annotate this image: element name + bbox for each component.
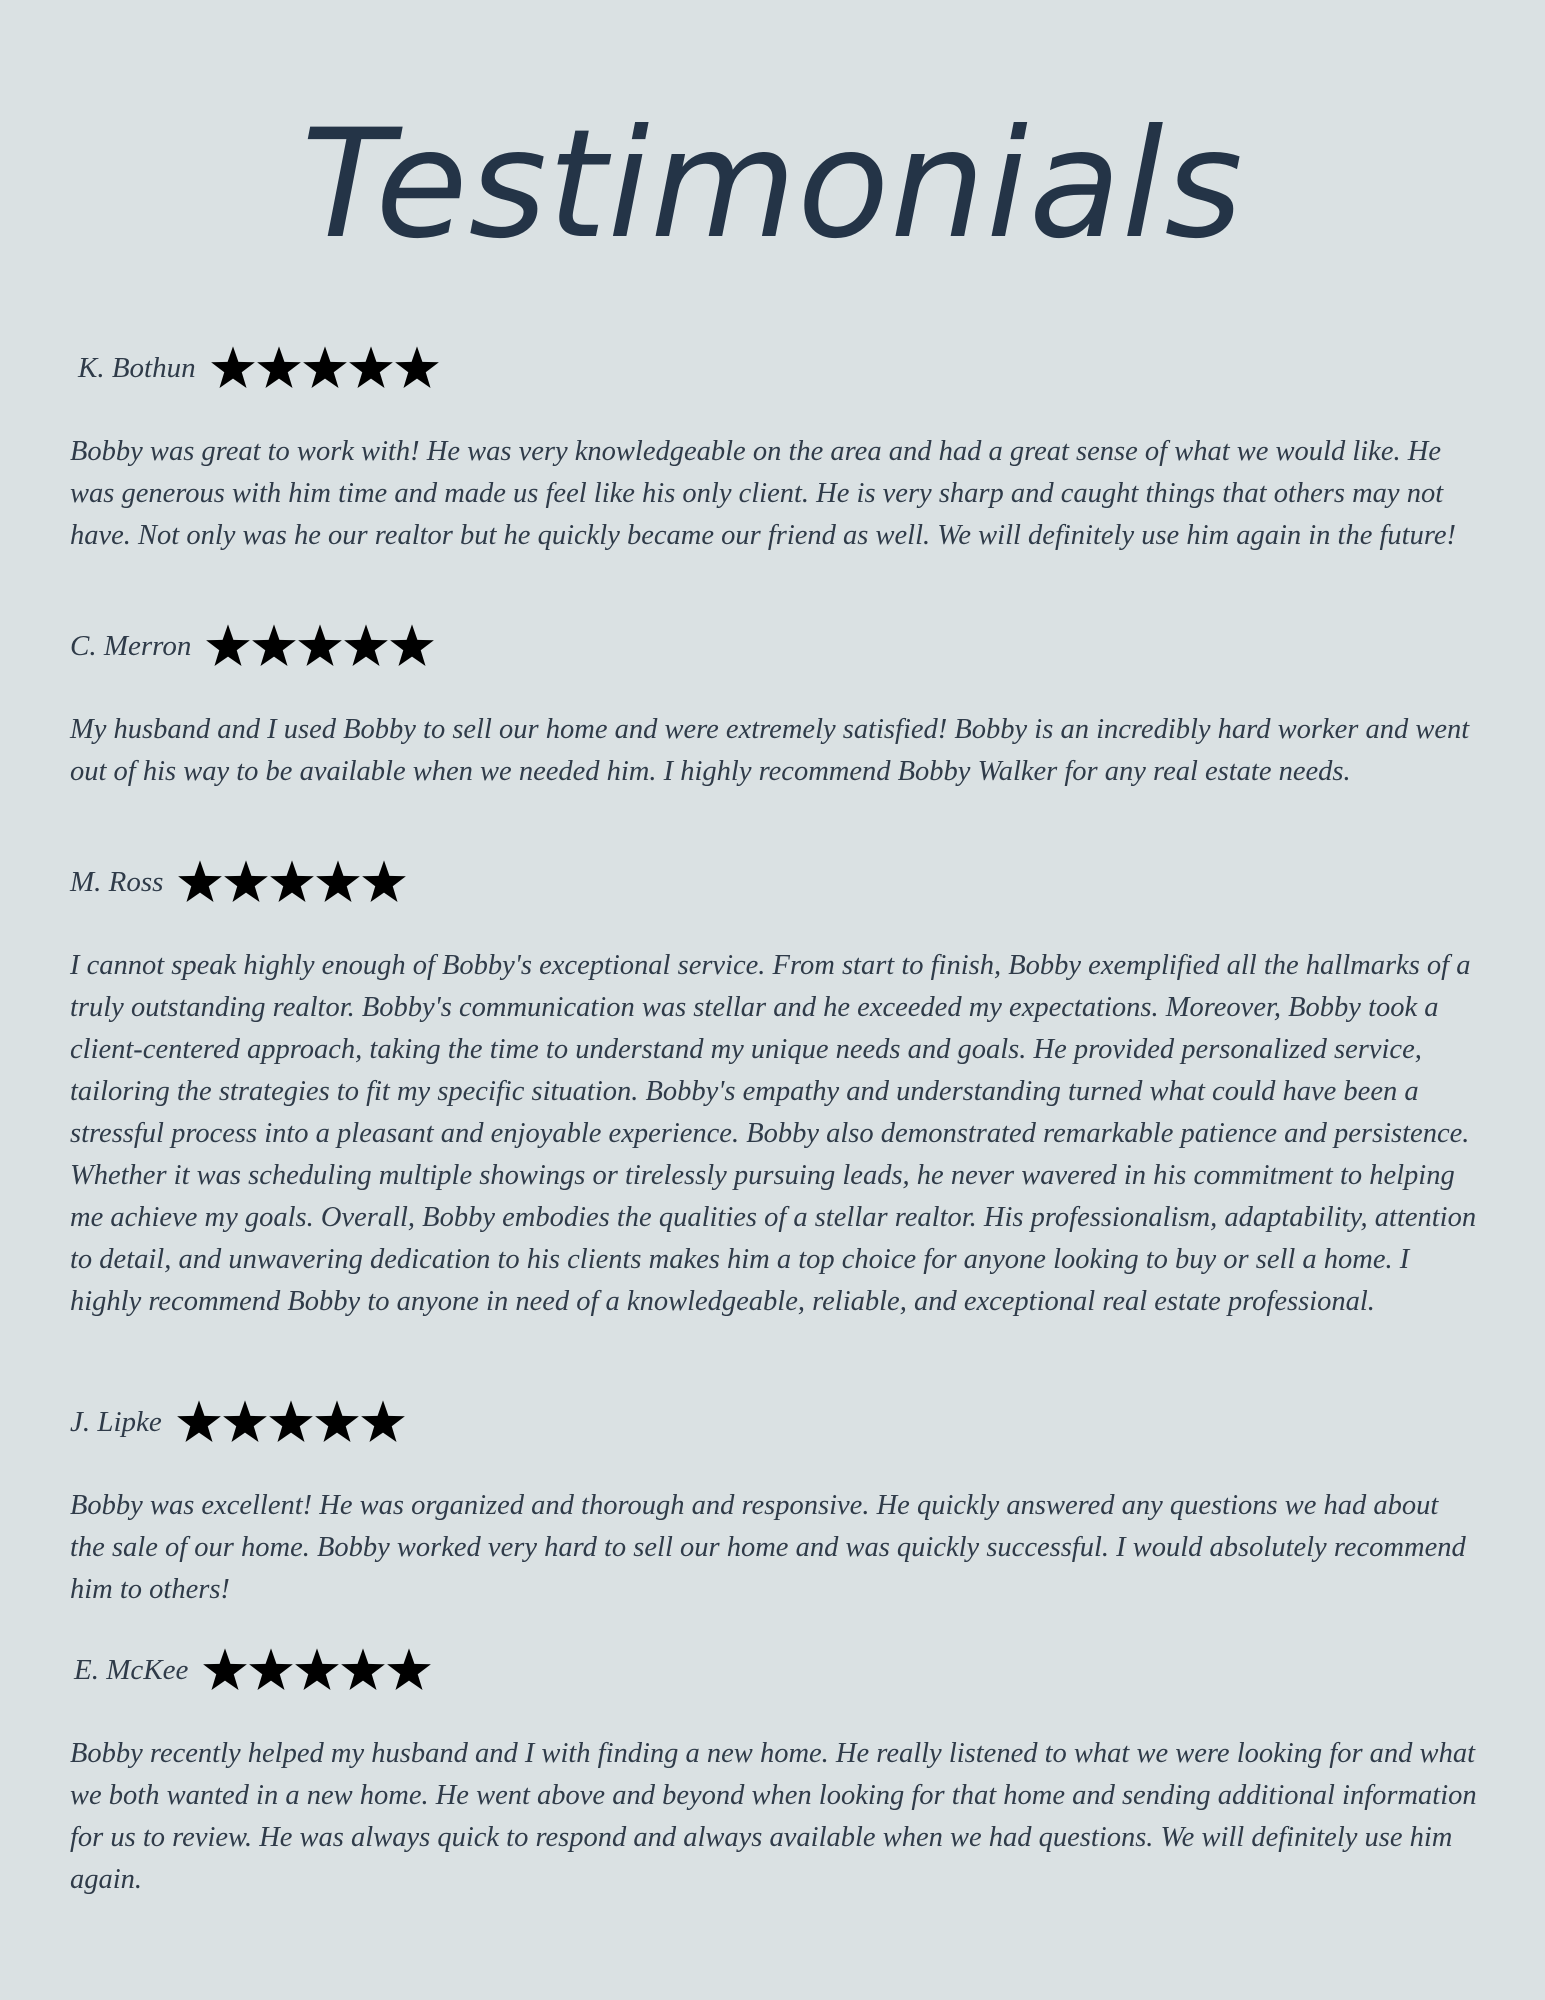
star-icon	[394, 345, 440, 391]
star-icon	[269, 859, 315, 905]
star-icon	[340, 1647, 386, 1693]
review-header	[74, 1640, 432, 1700]
star-icon	[314, 1399, 360, 1445]
star-rating	[202, 1647, 432, 1693]
star-icon	[348, 345, 394, 391]
reviewer-name: K. Bothun	[78, 351, 196, 384]
star-icon	[294, 1647, 340, 1693]
reviewer-name: E. McKee	[74, 1653, 189, 1686]
star-icon	[251, 623, 297, 669]
star-icon	[386, 1647, 432, 1693]
star-icon	[297, 623, 343, 669]
reviewer-name: J. Lipke	[70, 1405, 162, 1438]
review-header	[78, 338, 440, 398]
review-header	[70, 616, 435, 676]
reviewer-name: M. Ross	[70, 865, 164, 898]
star-icon	[315, 859, 361, 905]
star-icon	[205, 623, 251, 669]
star-icon	[202, 1647, 248, 1693]
review-text: Bobby was great to work with! He was very knowledgeable on the area and had a great sense of what we would like. He was generous with him time and made us feel like his only client. He is very sharp and caught things that others may not have. Not only was he our realtor but he quickly became our friend as well. We will definitely use him again in the future!	[70, 436, 1456, 551]
star-rating	[210, 345, 440, 391]
star-rating	[176, 1399, 406, 1445]
star-icon	[268, 1399, 314, 1445]
reviewer-name: C. Merron	[70, 629, 192, 662]
star-icon	[343, 623, 389, 669]
review-header	[70, 852, 407, 912]
page-title: Testimonials	[301, 98, 1244, 272]
review-text: Bobby recently helped my husband and I with finding a new home. He really listened to what we were looking for and what we both wanted in a new home. He went above and beyond when looking for that home and sending additional information for us to review. He was always quick to respond and always available when we had questions. We will definitely use him again.	[70, 1738, 1477, 1895]
review-header	[70, 1392, 406, 1452]
star-rating	[205, 623, 435, 669]
star-icon	[176, 1399, 222, 1445]
star-icon	[223, 859, 269, 905]
star-icon	[177, 859, 223, 905]
review-text: My husband and I used Bobby to sell our home and were extremely satisfied! Bobby is an incredibly hard worker and went out of his way to be available when we needed him. I highly recommend Bobby Walker for any real estate needs.	[70, 714, 1470, 787]
star-icon	[361, 859, 407, 905]
star-rating	[177, 859, 407, 905]
star-icon	[210, 345, 256, 391]
star-icon	[248, 1647, 294, 1693]
star-icon	[222, 1399, 268, 1445]
star-icon	[302, 345, 348, 391]
star-icon	[389, 623, 435, 669]
review-text: Bobby was excellent! He was organized and thorough and responsive. He quickly answered any questions we had about the sale of our home. Bobby worked very hard to sell our home and was quickly successful. I would absolutely recommend him to others!	[70, 1490, 1466, 1605]
review-text: I cannot speak highly enough of Bobby's exceptional service. From start to finish, Bobby exemplified all the hallmarks of a truly outstanding realtor. Bobby's communication was stellar and he exceeded my expectations. Moreover, Bobby took a client-centered approach, taking the time to understand my unique needs and goals. He provided personalized service, tailoring the strategies to fit my specific situation. Bobby's empathy and understanding turned what could have been a stressful process into a pleasant and enjoyable experience. Bobby also demonstrated remarkable patience and persistence. Whether it was scheduling multiple showings or tirelessly pursuing leads, he never wavered in his commitment to helping me achieve my goals. Overall, Bobby embodies the qualities of a stellar realtor. His professionalism, adaptability, attention to detail, and unwavering dedication to his clients makes him a top choice for anyone looking to buy or sell a home. I highly recommend Bobby to anyone in need of a knowledgeable, reliable, and exceptional real estate professional.	[70, 950, 1477, 1317]
star-icon	[256, 345, 302, 391]
star-icon	[360, 1399, 406, 1445]
